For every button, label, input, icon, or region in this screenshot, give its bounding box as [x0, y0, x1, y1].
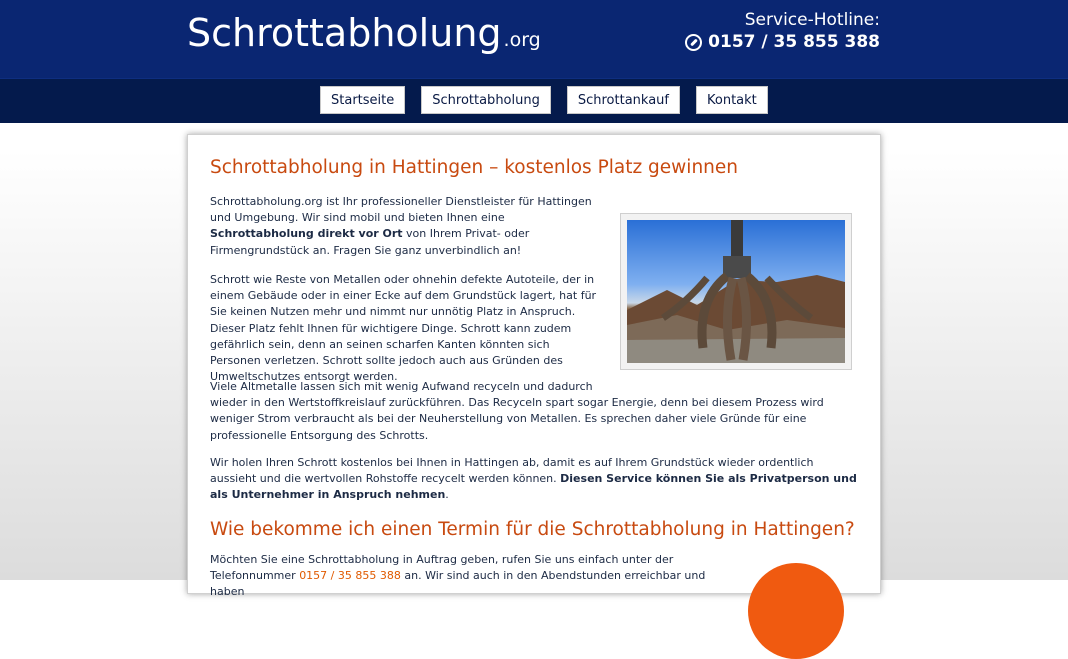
- scrap-photo-illustration: [627, 220, 845, 363]
- recycling-text-b: wieder in den Wertstoffkreislauf zurückführen. Das Recyceln spart sogar Energie, denn bei diesem Prozess wird weniger Strom verbraucht als bei der Neuherstellung von Metallen. Es sprechen daher viele Gründe für eine professionelle Entsorgung des Schrotts.: [210, 396, 824, 442]
- logo-main: Schrottabholung: [187, 11, 502, 55]
- appointment-text-b: an. Wir sind auch in den Abendstunden erreichbar und haben: [210, 569, 706, 599]
- recycling-text-a: Viele Altmetalle lassen sich mit wenig Aufwand recyceln und dadurch: [210, 380, 593, 393]
- service-hotline: [685, 10, 880, 54]
- page-title: Schrottabholung in Hattingen – kostenlos Platz gewinnen: [210, 157, 739, 178]
- appointment-text-a: Möchten Sie eine Schrottabholung in Auftrag geben, rufen Sie uns einfach unter der Telefonnummer: [210, 553, 674, 583]
- site-logo[interactable]: [187, 8, 541, 65]
- intro-bold: Schrottabholung direkt vor Ort: [210, 227, 403, 241]
- nav-schrottankauf[interactable]: Schrottankauf: [567, 86, 680, 114]
- orange-circle-badge: [748, 563, 844, 659]
- service-text-c: .: [445, 488, 449, 502]
- hotline-label: Service-Hotline:: [744, 10, 880, 30]
- appointment-heading: Wie bekomme ich einen Termin für die Schrottabholung in Hattingen?: [210, 519, 855, 540]
- service-paragraph: [210, 455, 860, 504]
- service-text-a: Wir holen Ihren Schrott kostenlos bei Ihnen in Hattingen ab, damit es auf Ihrem Grundstück wieder ordentlich aussieht und die wertvollen Rohstoffe recycelt werden können.: [210, 456, 814, 486]
- scrap-photo-frame: [620, 213, 852, 370]
- logo-tld: .org: [503, 29, 541, 51]
- nav-schrottabholung[interactable]: Schrottabholung: [421, 86, 551, 114]
- appointment-paragraph: [210, 552, 730, 601]
- phone-icon: [685, 34, 702, 51]
- nav-kontakt[interactable]: Kontakt: [696, 86, 768, 114]
- hotline-number-row[interactable]: [685, 30, 880, 54]
- scrap-grapple-photo: [627, 220, 845, 363]
- service-bold: Diesen Service können Sie als Privatperson und als Unternehmer in Anspruch nehmen: [210, 472, 857, 502]
- main-navigation: [0, 78, 1068, 123]
- intro-text-a: Schrottabholung.org ist Ihr professioneller Dienstleister für Hattingen und Umgebung. Wir sind mobil und bieten Ihnen eine: [210, 195, 592, 225]
- nav-list: [320, 86, 768, 114]
- hotline-number[interactable]: 0157 / 35 855 388: [708, 32, 880, 52]
- intro-paragraph: [210, 194, 602, 259]
- scrap-paragraph: Schrott wie Reste von Metallen oder ohnehin defekte Autoteile, der in einem Gebäude oder in einer Ecke auf dem Grundstück lagert, hat für Sie keinen Nutzen mehr und nimmt nur unnötig Platz in Anspruch. Dieser Platz fehlt Ihnen für wichtigere Dinge. Schrott kann zudem gefährlich sein, denn an seinen scharfen Kanten könnten sich Personen verletzen. Schrott sollte jedoch auch aus Gründen des Umweltschutzes entsorgt werden.: [210, 273, 597, 384]
- intro-text-c: von Ihrem Privat- oder Firmengrundstück an. Fragen Sie ganz unverbindlich an!: [210, 227, 530, 257]
- nav-startseite[interactable]: Startseite: [320, 86, 405, 114]
- recycling-paragraph: [210, 379, 840, 444]
- header: [0, 0, 1068, 78]
- content-box: [187, 134, 881, 599]
- appointment-phone-link[interactable]: 0157 / 35 855 388: [299, 569, 401, 583]
